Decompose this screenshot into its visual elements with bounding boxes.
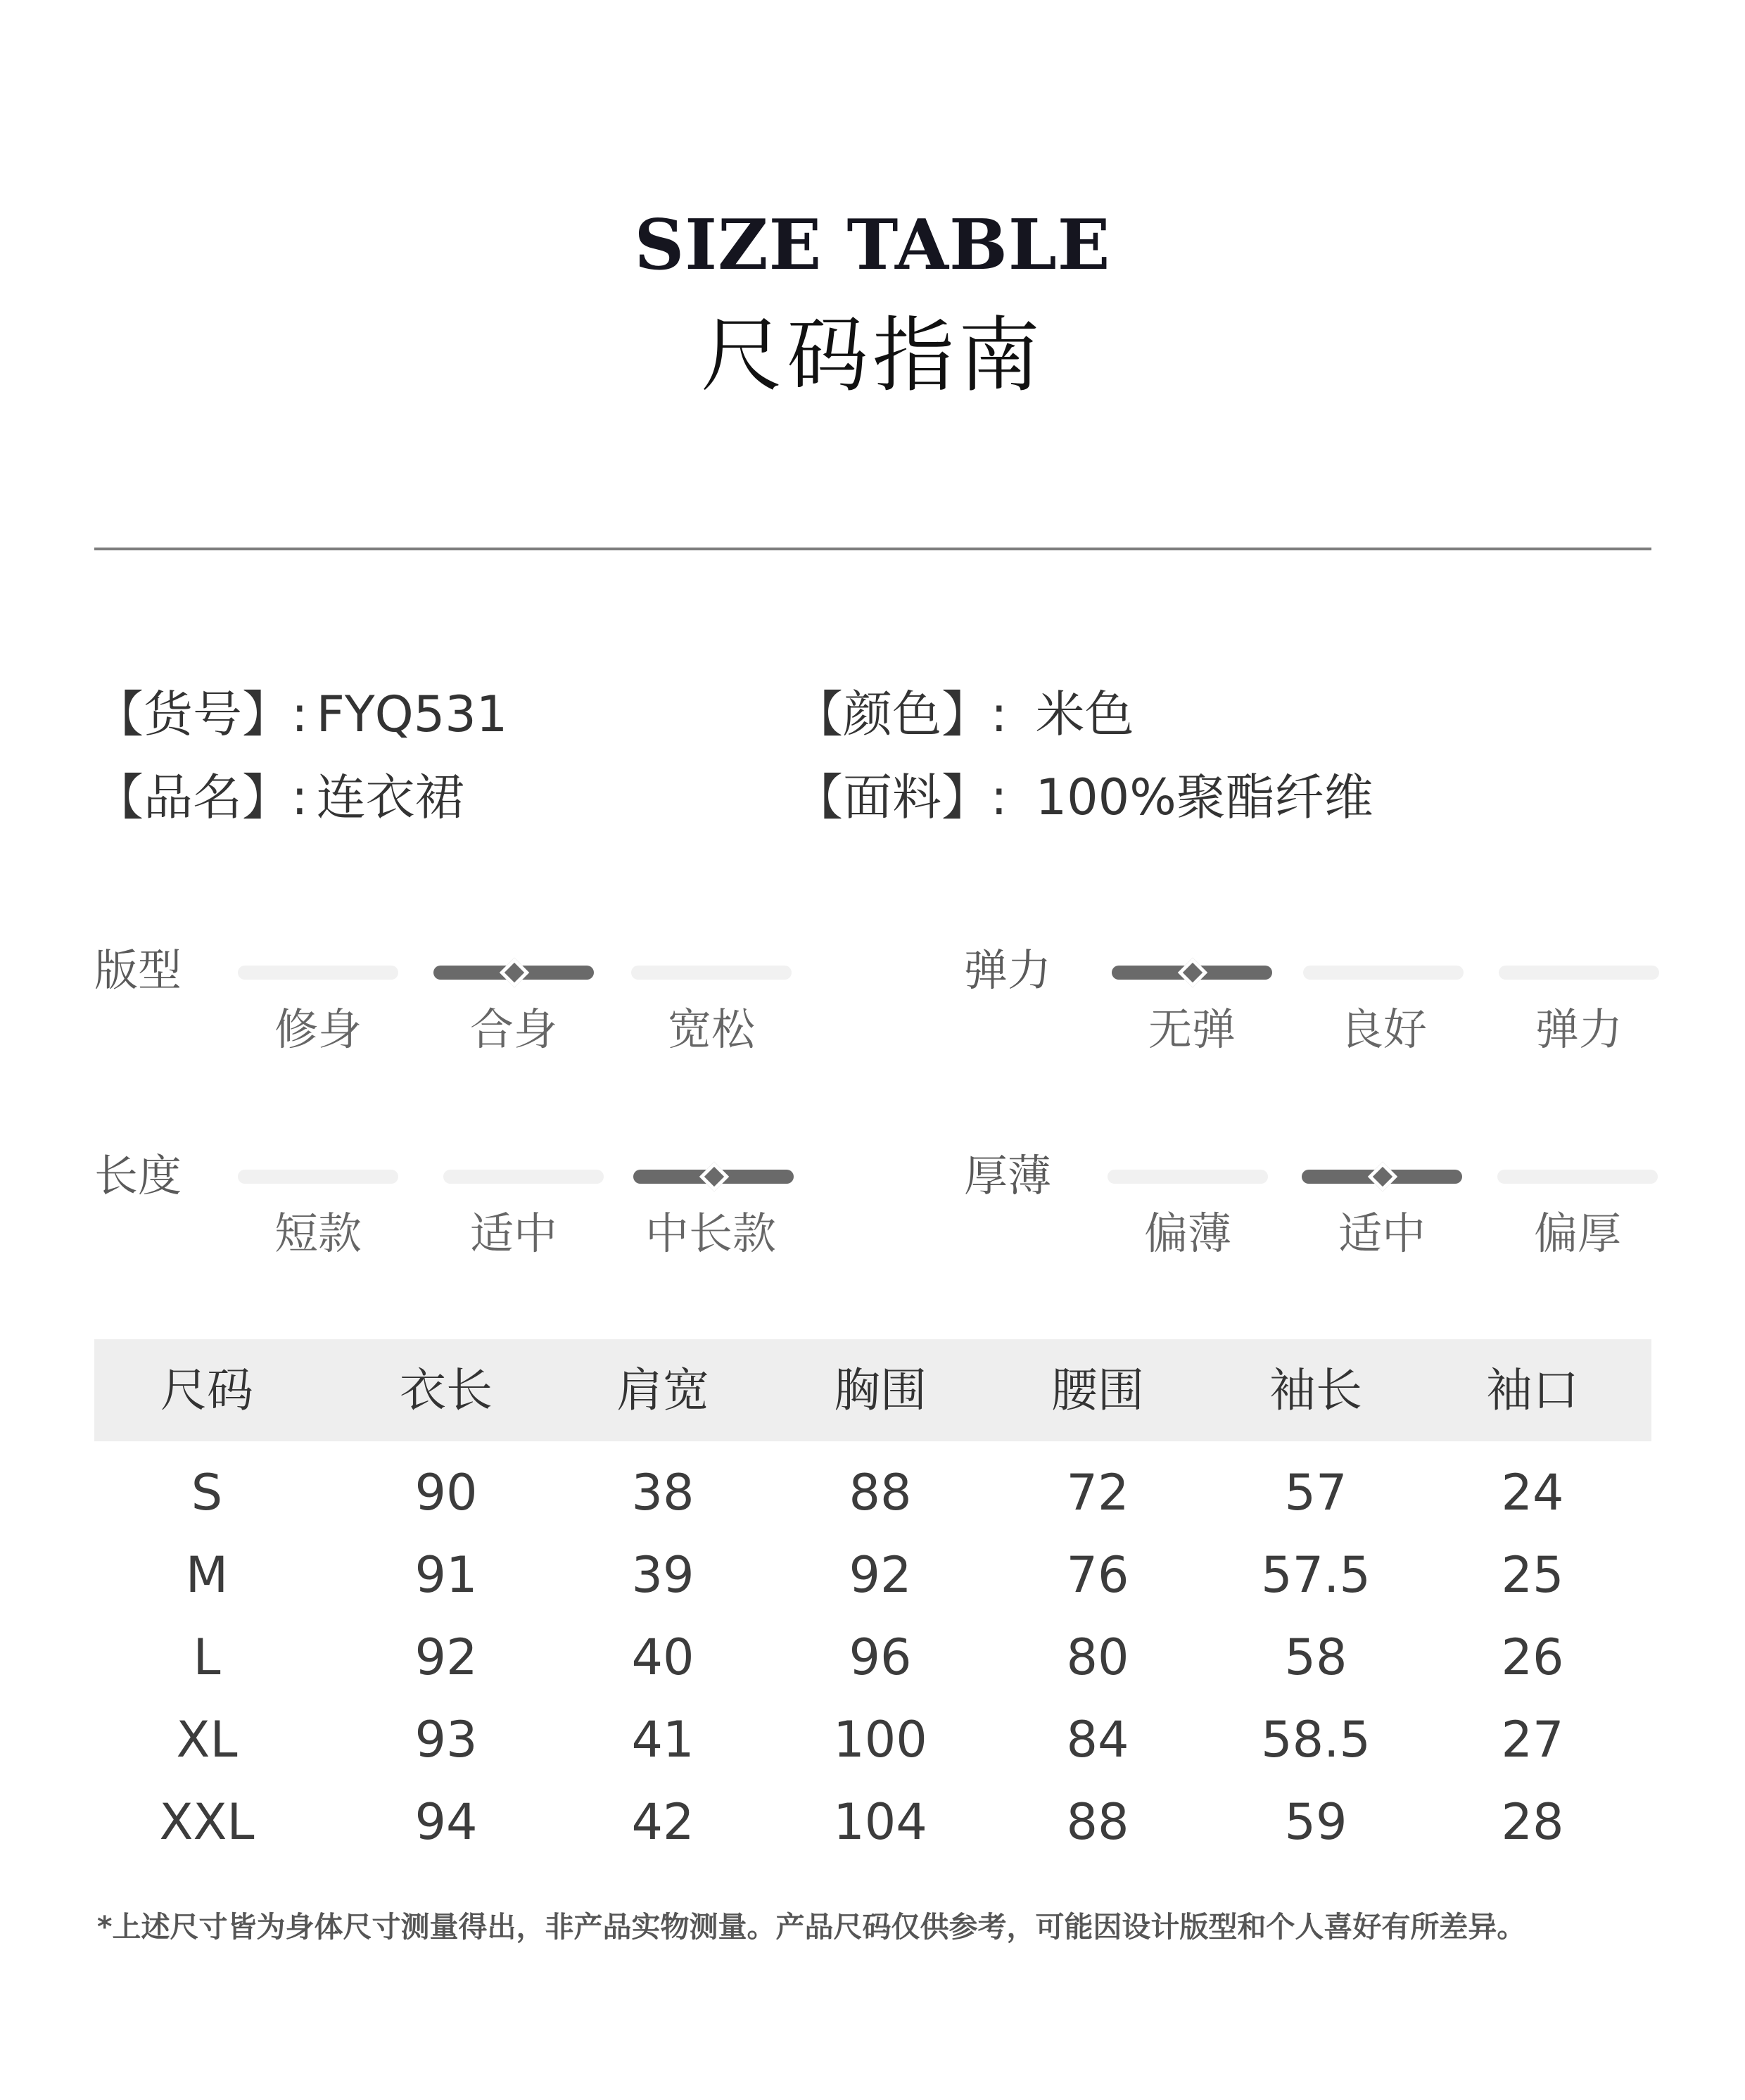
table-cell: 24 bbox=[1501, 1464, 1564, 1522]
color-label: 【颜色】: bbox=[794, 685, 1008, 743]
scale-segment bbox=[433, 966, 594, 980]
divider bbox=[94, 548, 1651, 550]
scale-segment bbox=[238, 966, 398, 980]
option-label: 良好 bbox=[1339, 1004, 1427, 1055]
table-cell: 96 bbox=[849, 1628, 912, 1686]
color-value: 米色 bbox=[1035, 685, 1134, 743]
column-header: 衣长 bbox=[400, 1363, 493, 1417]
table-cell: 94 bbox=[414, 1793, 478, 1851]
table-cell: 104 bbox=[833, 1793, 927, 1851]
selected-marker bbox=[1178, 958, 1207, 987]
table-cell: 59 bbox=[1284, 1793, 1347, 1851]
table-cell: 41 bbox=[631, 1711, 694, 1769]
item-number-label: 【货号】: bbox=[94, 685, 308, 743]
table-cell: 100 bbox=[833, 1711, 927, 1769]
scale-segment bbox=[631, 966, 792, 980]
table-cell: 76 bbox=[1066, 1546, 1129, 1604]
table-cell: 57.5 bbox=[1261, 1546, 1371, 1604]
table-cell: 92 bbox=[849, 1546, 912, 1604]
table-cell: XL bbox=[176, 1711, 238, 1769]
table-cell: 39 bbox=[631, 1546, 694, 1604]
option-label: 短款 bbox=[274, 1208, 362, 1259]
selected-marker bbox=[1368, 1162, 1397, 1191]
scale-segment bbox=[443, 1170, 604, 1184]
table-cell: 26 bbox=[1501, 1628, 1564, 1686]
option-label: 弹力 bbox=[1535, 1004, 1623, 1055]
selected-marker bbox=[500, 958, 529, 987]
option-label: 宽松 bbox=[667, 1004, 755, 1055]
scale-segment bbox=[1302, 1170, 1462, 1184]
scale-segment bbox=[238, 1170, 398, 1184]
table-cell: 58 bbox=[1284, 1628, 1347, 1686]
table-cell: 42 bbox=[631, 1793, 694, 1851]
table-cell: 80 bbox=[1066, 1628, 1129, 1686]
fabric-label: 【面料】: bbox=[794, 768, 1008, 826]
column-header: 胸围 bbox=[834, 1363, 927, 1417]
column-header: 袖长 bbox=[1269, 1363, 1362, 1417]
table-cell: 93 bbox=[414, 1711, 478, 1769]
attribute-title: 厚薄 bbox=[964, 1150, 1052, 1201]
option-label: 中长款 bbox=[645, 1208, 776, 1259]
product-name-line bbox=[94, 768, 464, 826]
attribute-title: 弹力 bbox=[964, 944, 1052, 996]
table-cell: 91 bbox=[414, 1546, 478, 1604]
scale-segment bbox=[1499, 966, 1659, 980]
table-cell: 40 bbox=[631, 1628, 694, 1686]
table-cell: 92 bbox=[414, 1628, 478, 1686]
attribute-title: 长度 bbox=[94, 1150, 182, 1201]
column-header: 尺码 bbox=[160, 1363, 253, 1417]
table-cell: 72 bbox=[1066, 1464, 1129, 1522]
column-header: 肩宽 bbox=[616, 1363, 709, 1417]
option-label: 合身 bbox=[469, 1004, 557, 1055]
table-cell: 28 bbox=[1501, 1793, 1564, 1851]
product-name-label: 【品名】: bbox=[94, 768, 308, 826]
column-header: 腰围 bbox=[1051, 1363, 1144, 1417]
option-label: 无弹 bbox=[1148, 1004, 1236, 1055]
scale-segment bbox=[1108, 1170, 1268, 1184]
fabric-value: 100%聚酯纤维 bbox=[1035, 768, 1373, 826]
table-cell: 25 bbox=[1501, 1546, 1564, 1604]
scale-segment bbox=[1303, 966, 1464, 980]
option-label: 适中 bbox=[1338, 1208, 1426, 1259]
table-cell: 38 bbox=[631, 1464, 694, 1522]
disclaimer-note: *上述尺寸皆为身体尺寸测量得出，非产品实物测量。产品尺码仅供参考，可能因设计版型和个人喜好有所差异。 bbox=[97, 1910, 1526, 1944]
table-cell: S bbox=[191, 1464, 223, 1522]
item-number-line bbox=[94, 685, 508, 743]
table-cell: 90 bbox=[414, 1464, 478, 1522]
table-cell: M bbox=[185, 1546, 229, 1604]
option-label: 偏薄 bbox=[1143, 1208, 1231, 1259]
table-cell: 57 bbox=[1284, 1464, 1347, 1522]
item-number-value: FYQ531 bbox=[316, 685, 508, 743]
option-label: 修身 bbox=[274, 1004, 362, 1055]
option-label: 偏厚 bbox=[1533, 1208, 1621, 1259]
page-title-en: SIZE TABLE bbox=[634, 205, 1111, 286]
table-cell: 88 bbox=[1066, 1793, 1129, 1851]
attribute-title: 版型 bbox=[94, 944, 182, 996]
table-cell: 88 bbox=[849, 1464, 912, 1522]
table-cell: XXL bbox=[159, 1793, 255, 1851]
table-cell: 84 bbox=[1066, 1711, 1129, 1769]
option-label: 适中 bbox=[469, 1208, 557, 1259]
scale-segment bbox=[1112, 966, 1272, 980]
fabric-line bbox=[794, 768, 1373, 826]
page-title-cn: 尺码指南 bbox=[701, 308, 1044, 403]
scale-segment bbox=[1497, 1170, 1658, 1184]
color-line bbox=[794, 685, 1134, 743]
table-cell: 27 bbox=[1501, 1711, 1564, 1769]
scale-segment bbox=[633, 1170, 794, 1184]
column-header: 袖口 bbox=[1486, 1363, 1579, 1417]
product-name-value: 连衣裙 bbox=[316, 768, 464, 826]
table-cell: 58.5 bbox=[1261, 1711, 1371, 1769]
table-cell: L bbox=[193, 1628, 221, 1686]
selected-marker bbox=[699, 1162, 729, 1191]
